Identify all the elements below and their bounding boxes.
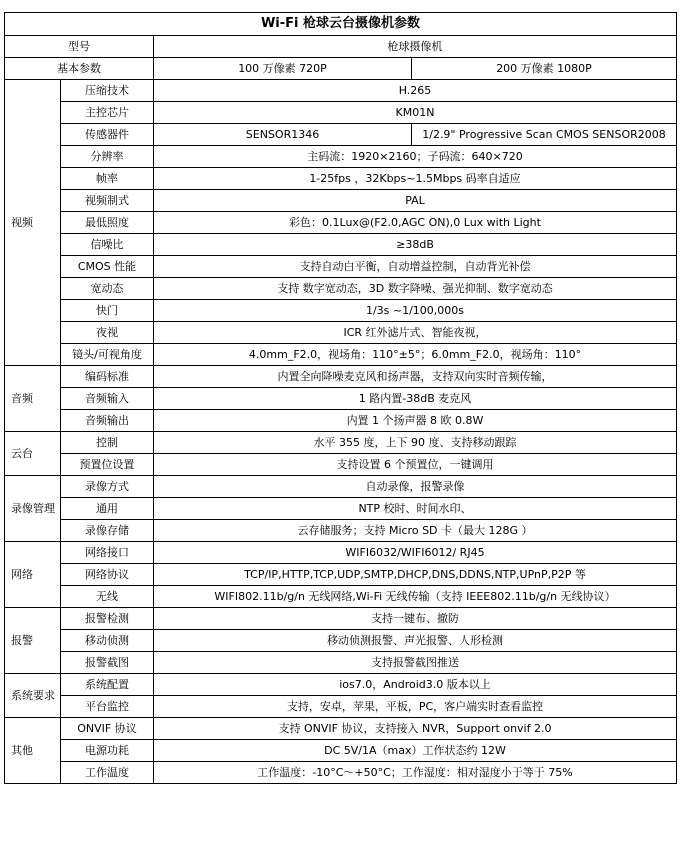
model-row <box>5 36 677 58</box>
table-row <box>5 322 677 344</box>
param-value: WIFI6032/WIFI6012/ RJ45 <box>154 542 677 564</box>
table-title: Wi-Fi 枪球云台摄像机参数 <box>5 13 677 36</box>
basic-params-label: 基本参数 <box>5 58 154 80</box>
param-name: 控制 <box>61 432 154 454</box>
param-value: NTP 校时、时间水印、 <box>154 498 677 520</box>
param-name: 压缩技术 <box>61 80 154 102</box>
group-label: 网络 <box>5 542 61 608</box>
param-value: ICR 红外滤片式、智能夜视， <box>154 322 677 344</box>
param-name: 录像存储 <box>61 520 154 542</box>
param-value: 支持，安卓，苹果，平板，PC，客户端实时查看监控 <box>154 696 677 718</box>
model-value: 枪球摄像机 <box>154 36 677 58</box>
table-row <box>5 718 677 740</box>
table-row <box>5 102 677 124</box>
param-value: 1/3s ~1/100,000s <box>154 300 677 322</box>
param-name: 平台监控 <box>61 696 154 718</box>
table-row <box>5 256 677 278</box>
table-row <box>5 454 677 476</box>
param-name: 信噪比 <box>61 234 154 256</box>
table-row <box>5 476 677 498</box>
param-value: 支持 ONVIF 协议，支持接入 NVR，Support onvif 2.0 <box>154 718 677 740</box>
table-row <box>5 190 677 212</box>
param-value: KM01N <box>154 102 677 124</box>
param-value: 工作温度：-10°C～+50°C；工作湿度：相对湿度小于等于 75% <box>154 762 677 784</box>
param-name: 网络协议 <box>61 564 154 586</box>
param-value: 4.0mm_F2.0，视场角：110°±5°；6.0mm_F2.0，视场角：110° <box>154 344 677 366</box>
param-value: 支持 数字宽动态，3D 数字降噪、强光抑制、数字宽动态 <box>154 278 677 300</box>
param-name: 报警检测 <box>61 608 154 630</box>
param-value: WIFI802.11b/g/n 无线网络,Wi-Fi 无线传输（支持 IEEE802.11b/g/n 无线协议） <box>154 586 677 608</box>
table-row <box>5 212 677 234</box>
spec-table <box>4 12 677 784</box>
basic-params-row <box>5 58 677 80</box>
param-value: 水平 355 度，上下 90 度、支持移动跟踪 <box>154 432 677 454</box>
param-name: 主控芯片 <box>61 102 154 124</box>
param-value: 支持报警截图推送 <box>154 652 677 674</box>
table-row <box>5 278 677 300</box>
param-value: 移动侦测报警、声光报警、人形检测 <box>154 630 677 652</box>
basic-params-1080p: 200 万像素 1080P <box>412 58 677 80</box>
table-row <box>5 520 677 542</box>
param-value: 内置全向降噪麦克风和扬声器，支持双向实时音频传输， <box>154 366 677 388</box>
param-value: 彩色：0.1Lux@(F2.0,AGC ON),0 Lux with Light <box>154 212 677 234</box>
param-name: 快门 <box>61 300 154 322</box>
param-name: 报警截图 <box>61 652 154 674</box>
table-row <box>5 366 677 388</box>
param-name: 帧率 <box>61 168 154 190</box>
param-name: 镜头/可视角度 <box>61 344 154 366</box>
table-row <box>5 80 677 102</box>
param-name: 网络接口 <box>61 542 154 564</box>
param-name: 无线 <box>61 586 154 608</box>
param-name: 预置位设置 <box>61 454 154 476</box>
param-name: 传感器件 <box>61 124 154 146</box>
group-label: 云台 <box>5 432 61 476</box>
param-value: 支持自动白平衡，自动增益控制，自动背光补偿 <box>154 256 677 278</box>
table-row <box>5 652 677 674</box>
param-name: 编码标准 <box>61 366 154 388</box>
table-row <box>5 234 677 256</box>
param-name: 移动侦测 <box>61 630 154 652</box>
group-label: 系统要求 <box>5 674 61 718</box>
param-value: ios7.0，Android3.0 版本以上 <box>154 674 677 696</box>
table-row <box>5 498 677 520</box>
param-name: ONVIF 协议 <box>61 718 154 740</box>
param-value: 1/2.9" Progressive Scan CMOS SENSOR2008 <box>412 124 677 146</box>
model-label: 型号 <box>5 36 154 58</box>
group-label: 报警 <box>5 608 61 674</box>
param-value: 支持一键布、撤防 <box>154 608 677 630</box>
spec-table-body <box>5 13 677 784</box>
param-name: 工作温度 <box>61 762 154 784</box>
table-row <box>5 740 677 762</box>
param-name: 电源功耗 <box>61 740 154 762</box>
param-value: H.265 <box>154 80 677 102</box>
param-value: 自动录像，报警录像 <box>154 476 677 498</box>
param-name: 通用 <box>61 498 154 520</box>
table-row <box>5 168 677 190</box>
param-value: 内置 1 个扬声器 8 欧 0.8W <box>154 410 677 432</box>
param-name: 夜视 <box>61 322 154 344</box>
param-value: 主码流：1920×2160；子码流：640×720 <box>154 146 677 168</box>
table-row <box>5 146 677 168</box>
basic-params-720p: 100 万像素 720P <box>154 58 412 80</box>
table-row <box>5 586 677 608</box>
group-label: 其他 <box>5 718 61 784</box>
param-value: PAL <box>154 190 677 212</box>
table-row <box>5 388 677 410</box>
param-name: 系统配置 <box>61 674 154 696</box>
table-row <box>5 630 677 652</box>
param-name: 最低照度 <box>61 212 154 234</box>
param-name: 视频制式 <box>61 190 154 212</box>
table-row <box>5 542 677 564</box>
param-name: 音频输出 <box>61 410 154 432</box>
table-row <box>5 608 677 630</box>
table-row <box>5 564 677 586</box>
table-row <box>5 432 677 454</box>
param-value: 云存储服务；支持 Micro SD 卡（最大 128G ） <box>154 520 677 542</box>
table-row <box>5 696 677 718</box>
param-value: ≥38dB <box>154 234 677 256</box>
param-value: DC 5V/1A（max）工作状态约 12W <box>154 740 677 762</box>
param-value: 1 路内置-38dB 麦克风 <box>154 388 677 410</box>
param-value: 支持设置 6 个预置位，一键调用 <box>154 454 677 476</box>
param-name: 宽动态 <box>61 278 154 300</box>
group-label: 视频 <box>5 80 61 366</box>
param-value: TCP/IP,HTTP,TCP,UDP,SMTP,DHCP,DNS,DDNS,NTP,UPnP,P2P 等 <box>154 564 677 586</box>
param-name: 录像方式 <box>61 476 154 498</box>
param-name: CMOS 性能 <box>61 256 154 278</box>
param-name: 分辨率 <box>61 146 154 168</box>
table-row <box>5 410 677 432</box>
title-row <box>5 13 677 36</box>
table-row <box>5 344 677 366</box>
table-row <box>5 124 677 146</box>
table-row <box>5 762 677 784</box>
param-name: 音频输入 <box>61 388 154 410</box>
param-value: SENSOR1346 <box>154 124 412 146</box>
param-value: 1-25fps ，32Kbps~1.5Mbps 码率自适应 <box>154 168 677 190</box>
table-row <box>5 300 677 322</box>
table-row <box>5 674 677 696</box>
group-label: 录像管理 <box>5 476 61 542</box>
group-label: 音频 <box>5 366 61 432</box>
